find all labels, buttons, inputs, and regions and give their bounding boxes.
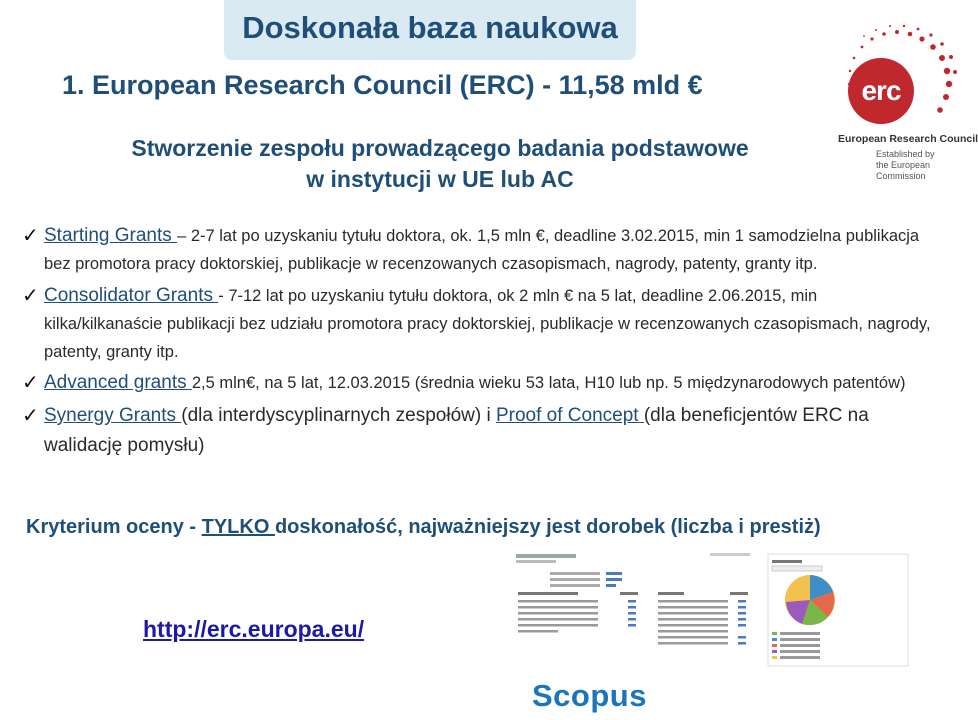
criteria-suffix: doskonałość, najważniejszy jest dorobek (liczba i prestiż) [274, 516, 821, 538]
proof-of-concept-link[interactable]: Proof of Concept [495, 405, 644, 426]
check-icon: ✓ [22, 285, 39, 307]
consolidator-grants-link[interactable]: Consolidator Grants [44, 285, 219, 306]
criteria-emphasis: TYLKO [201, 516, 275, 538]
evaluation-criteria [26, 516, 926, 539]
erc-established-line-1: Established by [876, 149, 935, 159]
grant-list [22, 222, 932, 461]
erc-website-link[interactable]: http://erc.europa.eu/ [143, 616, 365, 642]
synergy-grants-link[interactable]: Synergy Grants [44, 405, 182, 426]
erc-established [876, 149, 960, 182]
tagline-line-1: Stworzenie zespołu prowadzącego badania podstawowe [131, 135, 749, 161]
scopus-logo: Scopus [532, 678, 647, 713]
advanced-grants-link[interactable]: Advanced grants [44, 372, 192, 393]
starting-grants-link[interactable]: Starting Grants [44, 225, 178, 246]
erc-logo-text: erc [861, 75, 901, 106]
consolidator-grants-text: - 7-12 lat po uzyskaniu tytułu doktora, ok 2 mln € na 5 lat, deadline 2.06.2015, min kilka/kilkanaście publikacji bez udziału promotora pracy doktorskiej, publikacje w recenzowanych czasopismach, nagrody, patenty, granty itp. [44, 287, 931, 361]
check-icon: ✓ [22, 225, 39, 247]
erc-established-line-2: the European Commission [876, 160, 931, 181]
starting-grants-text: – 2-7 lat po uzyskaniu tytułu doktora, ok. 1,5 mln €, deadline 3.02.2015, min 1 samodzielna publikacja bez promotora pracy doktorskiej, publikacje w recenzowanych czasopismach, nagrody, patenty, granty itp. [44, 227, 920, 273]
section-subtitle: 1. European Research Council (ERC) - 11,58 mld € [62, 70, 703, 100]
tagline [110, 133, 770, 195]
proof-of-concept-text: (dla beneficjentów ERC na walidację pomysłu) [44, 405, 869, 456]
erc-name: European Research Council [838, 133, 978, 145]
check-icon: ✓ [22, 405, 39, 427]
list-item-synergy-grants [22, 401, 932, 461]
advanced-grants-text: 2,5 mln€, na 5 lat, 12.03.2015 (średnia wieku 53 lata, H10 lub np. 5 międzynarodowych patentów) [191, 374, 906, 392]
erc-logo-badge [848, 58, 914, 124]
tagline-line-2: w instytucji w UE lub AC [306, 166, 574, 192]
synergy-grants-text: (dla interdyscyplinarnych zespołów) i [181, 405, 496, 426]
list-item-starting-grants [22, 222, 932, 278]
check-icon: ✓ [22, 372, 39, 394]
list-item-advanced-grants [22, 369, 932, 397]
page-title: Doskonała baza naukowa [242, 10, 618, 45]
list-item-consolidator-grants [22, 282, 932, 366]
scopus-profile-screenshot [510, 550, 910, 668]
criteria-prefix: Kryterium oceny - [26, 516, 202, 538]
